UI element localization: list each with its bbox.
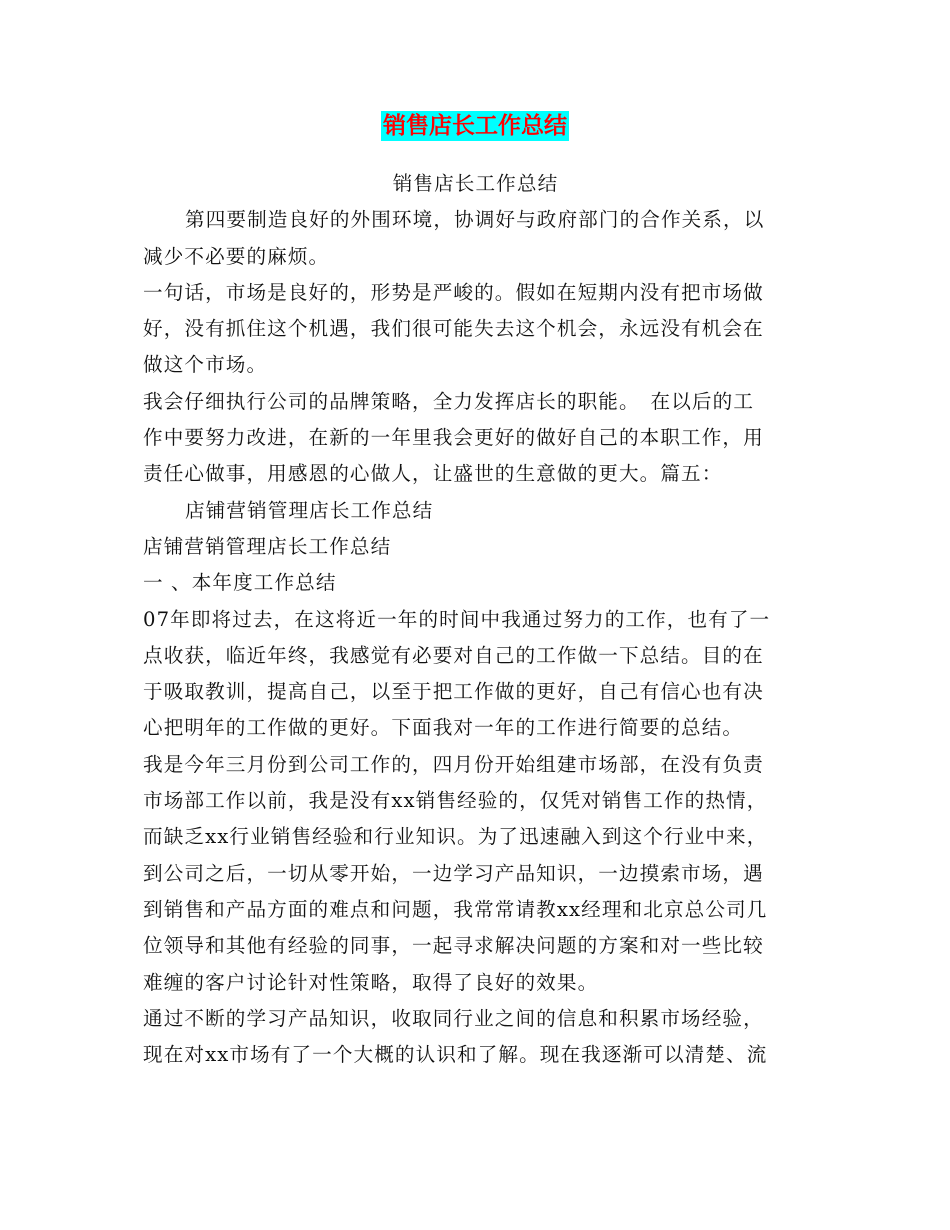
paragraph-line: 我会仔细执行公司的品牌策略，全力发挥店长的职能。 在以后的工 [143,389,755,413]
paragraph-line: 通过不断的学习产品知识，收取同行业之间的信息和积累市场经验， [143,1006,764,1030]
paragraph-line: 作中要努力改进，在新的一年里我会更好的做好自己的本职工作，用 [143,426,764,450]
paragraph-line: 到公司之后，一切从零开始，一边学习产品知识，一边摸索市场，遇 [143,861,764,885]
document-title: 销售店长工作总结 [383,112,567,139]
document-body [143,166,808,1073]
section-heading: 店铺营销管理店长工作总结 [185,498,434,522]
subtitle: 销售店长工作总结 [392,172,559,195]
paragraph-line: 心把明年的工作做的更好。下面我对一年的工作进行简要的总结。 [143,716,744,740]
paragraph-line: 做这个市场。 [143,353,268,377]
section-heading: 店铺营销管理店长工作总结 [143,534,392,558]
paragraph-line: 市场部工作以前，我是没有xx销售经验的，仅凭对销售工作的热情， [143,789,768,813]
paragraph-line: 到销售和产品方面的难点和问题，我常常请教xx经理和北京总公司几 [143,897,768,921]
paragraph-line: 点收获，临近年终，我感觉有必要对自己的工作做一下总结。目的在 [143,643,764,667]
paragraph-line: 好，没有抓住这个机遇，我们很可能失去这个机会，永远没有机会在 [143,317,764,341]
title-container [0,111,950,141]
paragraph-line: 难缠的客户讨论针对性策略，取得了良好的效果。 [143,970,599,994]
paragraph-line: 一句话，市场是良好的，形势是严峻的。假如在短期内没有把市场做 [143,280,764,304]
paragraph-line: 现在对xx市场有了一个大概的认识和了解。现在我逐渐可以清楚、流 [143,1043,768,1067]
paragraph-line: 位领导和其他有经验的同事，一起寻求解决问题的方案和对一些比较 [143,934,764,958]
section-subheading: 一 、本年度工作总结 [143,571,337,595]
paragraph-line: 而缺乏xx行业销售经验和行业知识。为了迅速融入到这个行业中来， [143,825,768,849]
paragraph-line: 07年即将过去，在这将近一年的时间中我通过努力的工作，也有了一 [143,607,771,631]
paragraph-line: 第四要制造良好的外围环境，协调好与政府部门的合作关系，以 [185,208,765,232]
paragraph-line: 减少不必要的麻烦。 [143,244,330,268]
paragraph-line: 我是今年三月份到公司工作的，四月份开始组建市场部，在没有负责 [143,752,764,776]
paragraph-line: 于吸取教训，提高自己，以至于把工作做的更好，自己有信心也有决 [143,680,764,704]
paragraph-line: 责任心做事，用感恩的心做人，让盛世的生意做的更大。篇五： [143,462,723,486]
